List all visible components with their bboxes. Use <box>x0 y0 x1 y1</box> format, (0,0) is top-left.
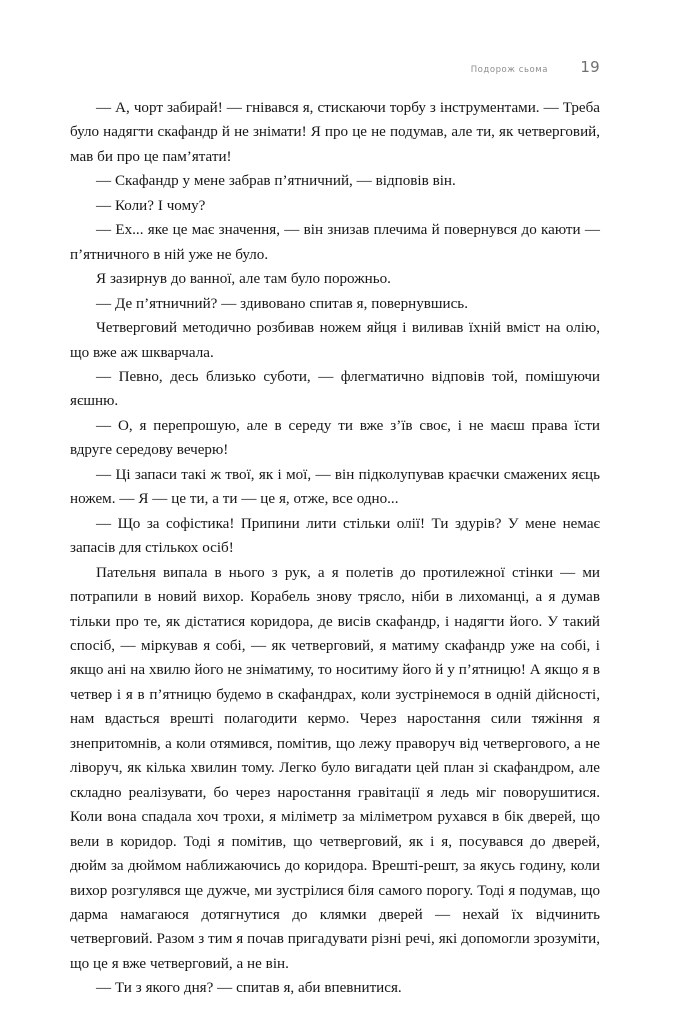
paragraph: — Що за софістика! Припини лити стільки олії! Ти здурів? У мене немає запасів для стількох осіб! <box>70 515 600 557</box>
paragraph: — Ех... яке це має значення, — він знизав плечима й повернувся до каюти — п’ятничного в ній уже не було. <box>70 222 600 263</box>
paragraph: — Коли? І чому? <box>96 197 206 214</box>
paragraph: — Скафандр у мене забрав п’ятничний, — відповів він. <box>96 173 456 190</box>
page-number: 19 <box>580 58 600 76</box>
paragraph: — Певно, десь близько суботи, — флегматично відповів той, помішуючи яєшню. <box>70 368 600 410</box>
paragraph: — Ти з якого дня? — спитав я, аби впевнитися. <box>96 980 402 997</box>
paragraph: — Ці запаси такі ж твої, як і мої, — він підколупував краєчки смажених яєць ножем. — Я — це ти, а ти — це я, отже, все одно... <box>70 466 600 508</box>
paragraph: — О, я перепрошую, але в середу ти вже з’їв своє, і не маєш права їсти вдруге середову вечерю! <box>70 417 600 459</box>
running-head <box>70 58 600 80</box>
paragraph: — А, чорт забирай! — гнівався я, стискаючи торбу з інструментами. — Треба було надягти скафандр й не знімати! Я про це не подумав, але ти, як четверговий, мав би про це пам’ятати! <box>70 100 600 165</box>
paragraph: Пательня випала в нього з рук, а я полетів до протилежної стінки — ми потрапили в новий вихор. Корабель знову трясло, ніби в лихоманці, а я думав тільки про те, як дістатися коридора, де висів скафандр, і надягти його. У такий спосіб, — міркував я собі, — як четверговий, я матиму скафандр уже на собі, і якщо ані на хвилю його не зніматиму, то носитиму його й у п’ятницю! А якщо я в четвер і я в п’ятницю будемо в скафандрах, коли зустрінемося в одній дійсності, нам вдасться врешті полагодити кермо. Через наростання сили тяжіння я знепритомнів, а коли отямився, помітив, що лежу праворуч від четвергового, а не ліворуч, як кілька хвилин тому. Легко було вигадати цей план зі скафандром, але складно реалізувати, бо через наростання гравітації я ледь міг поворушитися. Коли вона спадала хоч трохи, я міліметр за міліметром рухався в бік дверей, що вели в коридор. Тоді я помітив, що четверговий, як і я, посувався до дверей, дюйм за дюймом наближаючись до коридора. Врешті-решт, за якусь годину, коли вихор розгулявся ще дужче, ми зустрілися біля самого порогу. Тоді я подумав, що дарма намагаюся дотягнутися до клямки дверей — нехай їх відчинить четверговий. Разом з тим я почав пригадувати різні речі, які допомогли зрозуміти, що це я вже четверговий, а не він. <box>70 564 600 972</box>
paragraph: Четверговий методично розбивав ножем яйця і виливав їхній вміст на олію, що вже аж шкварчала. <box>70 320 600 361</box>
paragraph: — Де п’ятничний? — здивовано спитав я, повернувшись. <box>96 295 468 312</box>
paragraph: Я зазирнув до ванної, але там було порожньо. <box>96 271 391 288</box>
running-head-title: Подорож сьома <box>470 65 548 75</box>
body-text-block <box>70 96 600 1001</box>
